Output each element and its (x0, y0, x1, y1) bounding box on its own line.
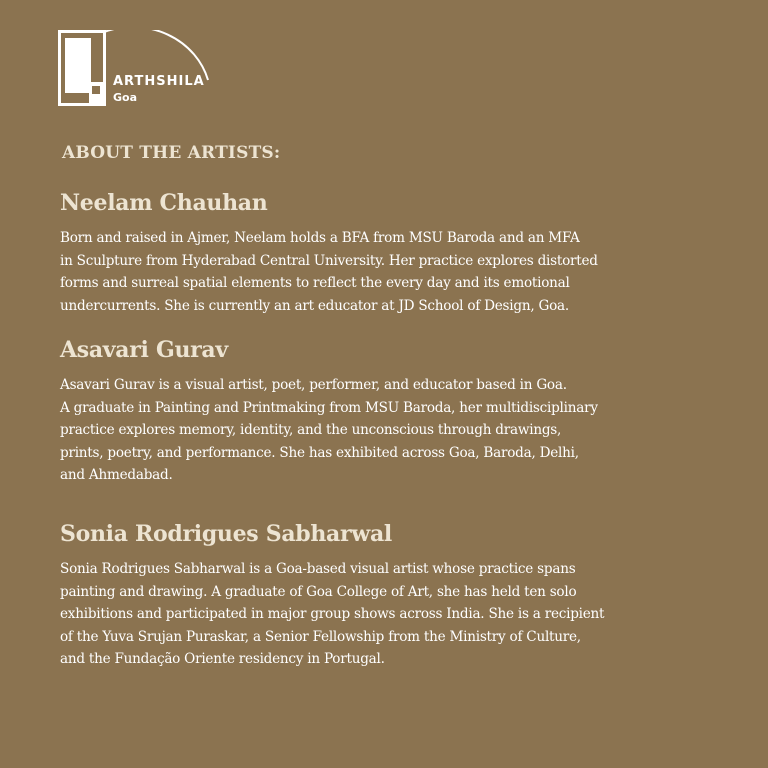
bio-line: Asavari Gurav is a visual artist, poet, performer, and educator based in Goa. (60, 377, 567, 393)
artist-name: Asavari Gurav (60, 337, 228, 363)
artist-card-asavari-gurav (60, 336, 660, 487)
bio-line: prints, poetry, and performance. She has exhibited across Goa, Baroda, Delhi, (60, 444, 579, 461)
artist-bio (60, 558, 660, 671)
bio-line: and Ahmedabad. (60, 467, 173, 483)
section-heading: ABOUT THE ARTISTS: (62, 143, 281, 163)
bio-line: exhibitions and participated in major group shows across India. She is a recipient (60, 606, 605, 622)
artist-bio (60, 227, 660, 317)
bio-line: forms and surreal spatial elements to reflect the every day and its emotional (60, 275, 570, 291)
bio-line: Born and raised in Ajmer, Neelam holds a BFA from MSU Baroda and an MFA (60, 230, 580, 246)
artist-name: Sonia Rodrigues Sabharwal (60, 521, 392, 547)
bio-line: painting and drawing. A graduate of Goa College of Art, she has held ten solo (60, 583, 577, 600)
bio-line: A graduate in Painting and Printmaking from MSU Baroda, her multidisciplinary (60, 399, 598, 416)
brand-name: ARTHSHILA (113, 74, 205, 89)
bio-line: practice explores memory, identity, and the unconscious through drawings, (60, 422, 562, 438)
artist-name: Neelam Chauhan (60, 190, 268, 216)
bio-line: in Sculpture from Hyderabad Central University. Her practice explores distorted (60, 252, 598, 269)
bio-line: undercurrents. She is currently an art educator at JD School of Design, Goa. (60, 297, 569, 314)
artist-bio (60, 374, 660, 487)
brand-location: Goa (113, 91, 138, 104)
artist-card-sonia-rodrigues-sabharwal (60, 520, 660, 671)
bio-line: Sonia Rodrigues Sabharwal is a Goa-based visual artist whose practice spans (60, 561, 576, 577)
arthshila-logo (58, 30, 218, 110)
artist-card-neelam-chauhan (60, 189, 660, 317)
bio-line: and the Fundação Oriente residency in Portugal. (60, 651, 385, 667)
golden-spiral-logo-icon (58, 30, 218, 110)
bio-line: of the Yuva Srujan Puraskar, a Senior Fellowship from the Ministry of Culture, (60, 628, 581, 645)
